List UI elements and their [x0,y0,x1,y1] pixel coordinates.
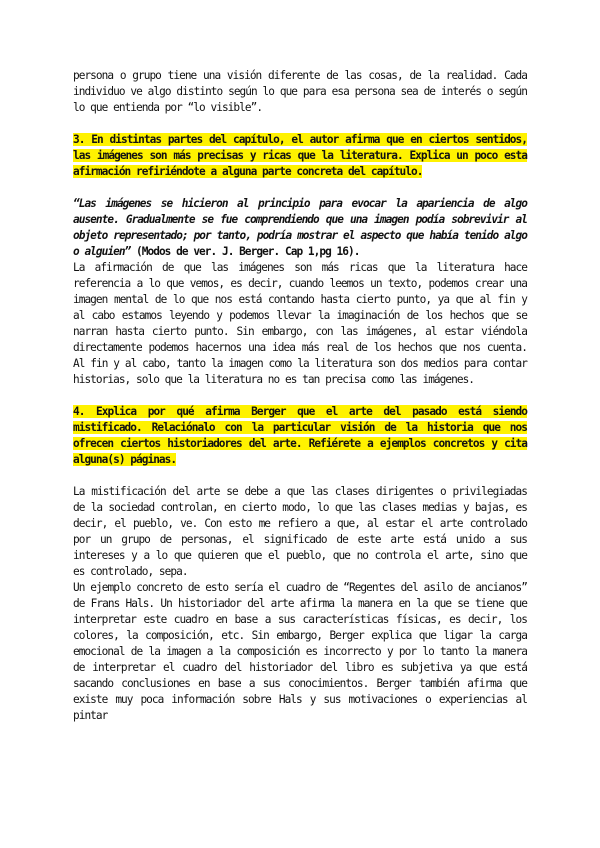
answer-3-citation: (Modos de ver. J. Berger. Cap 1,pg 16). [130,245,360,258]
question-4 [73,404,527,468]
question-3-highlight: 3. En distintas partes del capítulo, el autor afirma que en ciertos sentidos, las imágenes son más precisas y ricas que la literatura. Explica un poco esta afirmación refiriéndote a alguna parte concreta del capítulo. [73,133,527,178]
question-3 [73,132,527,180]
question-4-highlight: 4. Explica por qué afirma Berger que el arte del pasado está siendo mistificado. Relaciónalo con la particular visión de la historia que nos ofrecen ciertos historiadores del arte. Refiérete a ejemplos concretos y cita alguna(s) páginas. [73,405,527,466]
answer-3-quote: “Las imágenes se hicieron al principio para evocar la apariencia de algo ausente. Gradualmente se fue comprendiendo que una imagen podía sobrevivir al objeto representado; por tanto, podría mostrar el aspecto que había tenido algo o alguien” [73,197,527,258]
answer-3-body: La afirmación de que las imágenes son más ricas que la literatura hace referencia a lo que vemos, es decir, cuando leemos un texto, podemos crear una imagen mental de lo que nos está contando hasta cierto punto, ya que al fin y al cabo estamos leyendo y podemos llevar la imaginación de los hechos que se narran hasta cierto punto. Sin embargo, con las imágenes, al estar viéndola directamente podemos hacernos una idea más real de los hechos que nos cuenta. Al fin y al cabo, tanto la imagen como la literatura son dos medios para contar historias, solo que la literatura no es tan precisa como las imágenes. [73,261,527,386]
answer-3-quote-block [73,196,527,260]
document-body [73,68,527,724]
answer-4-paragraph-1: La mistificación del arte se debe a que las clases dirigentes o privilegiadas de la sociedad controlan, en cierto modo, lo que las clases medias y bajas, es decir, el pueblo, ve. Con esto me refiero a que, al estar el arte controlado por un grupo de personas, el significado de este arte está unido a sus intereses y a lo que quieren que el pueblo, que no controla el arte, sino que es controlado, sepa. [73,485,527,578]
intro-paragraph: persona o grupo tiene una visión diferente de las cosas, de la realidad. Cada individuo ve algo distinto según lo que para esa persona sea de interés o según lo que entienda por “lo visible”. [73,69,527,114]
answer-4-paragraph-2: Un ejemplo concreto de esto sería el cuadro de “Regentes del asilo de ancianos” de Frans Hals. Un historiador del arte afirma la manera en la que se tiene que interpretar este cuadro en base a sus características físicas, es decir, los colores, la composición, etc. Sin embargo, Berger explica que ligar la carga emocional de la imagen a la composición es incorrecto y por lo tanto la manera de interpretar el cuadro del historiador del libro es subjetiva ya que está sacando conclusiones en base a sus conocimientos. Berger también afirma que existe muy poca información sobre Hals y sus motivaciones o experiencias al pintar [73,581,527,722]
